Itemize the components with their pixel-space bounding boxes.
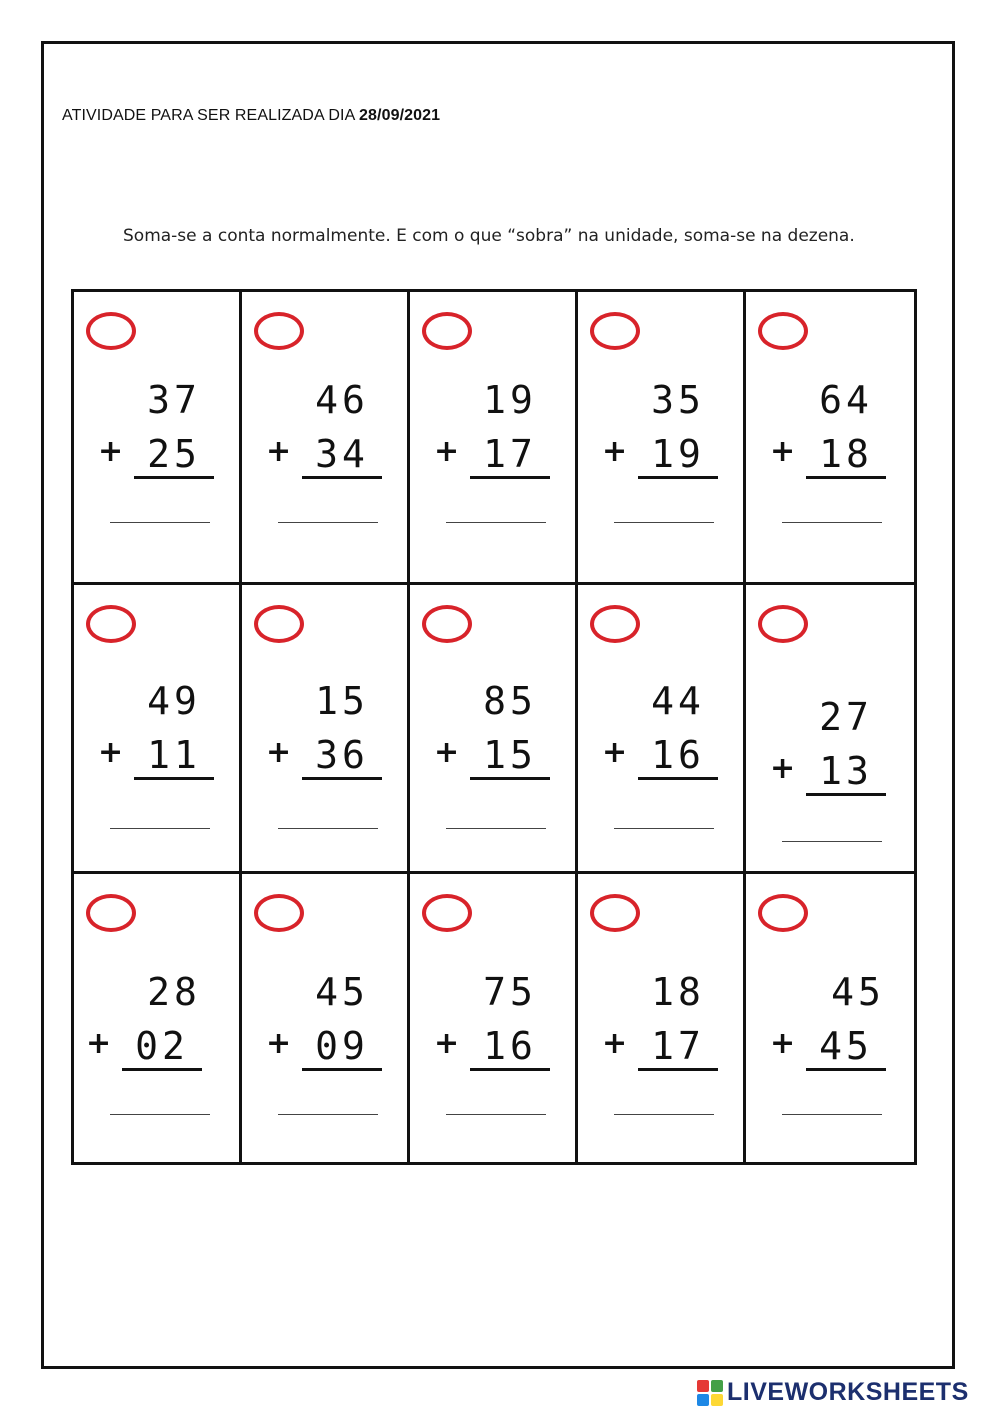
plus-sign: + <box>770 751 796 786</box>
plus-sign: + <box>266 434 292 469</box>
answer-line[interactable] <box>278 1114 378 1115</box>
plus-sign: + <box>434 1026 460 1061</box>
activity-header-label: ATIVIDADE PARA SER REALIZADA DIA <box>62 107 355 124</box>
first-addend: 44 <box>651 679 705 723</box>
second-addend: 17 <box>470 432 550 479</box>
answer-circle[interactable] <box>254 605 304 643</box>
first-addend: 35 <box>651 378 705 422</box>
second-addend: 18 <box>806 432 886 479</box>
plus-sign: + <box>266 735 292 770</box>
second-addend: 15 <box>470 733 550 780</box>
activity-header <box>62 107 440 125</box>
answer-line[interactable] <box>782 841 882 842</box>
answer-line[interactable] <box>782 1114 882 1115</box>
second-addend: 17 <box>638 1024 718 1071</box>
answer-line[interactable] <box>614 1114 714 1115</box>
answer-circle[interactable] <box>86 312 136 350</box>
answer-line[interactable] <box>110 522 210 523</box>
answer-circle[interactable] <box>422 605 472 643</box>
second-addend: 45 <box>806 1024 886 1071</box>
answer-line[interactable] <box>614 828 714 829</box>
problem-cell <box>746 292 914 585</box>
logo-square-red <box>697 1380 709 1392</box>
problem-cell <box>410 292 578 585</box>
first-addend: 45 <box>315 970 369 1014</box>
answer-circle[interactable] <box>422 894 472 932</box>
plus-sign: + <box>98 735 124 770</box>
second-addend: 09 <box>302 1024 382 1071</box>
answer-line[interactable] <box>446 522 546 523</box>
answer-circle[interactable] <box>590 894 640 932</box>
plus-sign: + <box>770 1026 796 1061</box>
second-addend: 16 <box>470 1024 550 1071</box>
logo-square-yellow <box>711 1394 723 1406</box>
problem-cell <box>242 585 410 874</box>
instruction-text: Soma-se a conta normalmente. E com o que “sobra” na unidade, soma-se na dezena. <box>123 226 855 246</box>
plus-sign: + <box>602 434 628 469</box>
answer-circle[interactable] <box>86 605 136 643</box>
first-addend: 19 <box>483 378 537 422</box>
answer-line[interactable] <box>278 828 378 829</box>
answer-line[interactable] <box>782 522 882 523</box>
second-addend: 36 <box>302 733 382 780</box>
problem-cell <box>242 874 410 1162</box>
answer-circle[interactable] <box>590 605 640 643</box>
liveworksheets-logo-icon <box>697 1380 723 1406</box>
problem-cell <box>410 585 578 874</box>
logo-square-blue <box>697 1394 709 1406</box>
first-addend: 64 <box>819 378 873 422</box>
activity-date: 28/09/2021 <box>359 107 441 124</box>
answer-line[interactable] <box>110 828 210 829</box>
first-addend: 45 <box>831 970 885 1014</box>
problem-cell <box>74 292 242 585</box>
second-addend: 02 <box>122 1024 202 1071</box>
answer-circle[interactable] <box>422 312 472 350</box>
plus-sign: + <box>434 434 460 469</box>
problem-cell <box>410 874 578 1162</box>
first-addend: 18 <box>651 970 705 1014</box>
answer-circle[interactable] <box>254 894 304 932</box>
second-addend: 13 <box>806 749 886 796</box>
first-addend: 27 <box>819 695 873 739</box>
answer-line[interactable] <box>110 1114 210 1115</box>
answer-line[interactable] <box>446 828 546 829</box>
problem-cell <box>746 874 914 1162</box>
problem-cell <box>242 292 410 585</box>
second-addend: 16 <box>638 733 718 780</box>
plus-sign: + <box>602 1026 628 1061</box>
plus-sign: + <box>770 434 796 469</box>
problem-grid <box>71 289 917 1165</box>
plus-sign: + <box>98 434 124 469</box>
answer-circle[interactable] <box>590 312 640 350</box>
answer-line[interactable] <box>278 522 378 523</box>
watermark-text: LIVEWORKSHEETS <box>727 1378 969 1406</box>
problem-cell <box>578 292 746 585</box>
problem-cell <box>74 585 242 874</box>
second-addend: 34 <box>302 432 382 479</box>
answer-circle[interactable] <box>254 312 304 350</box>
first-addend: 49 <box>147 679 201 723</box>
first-addend: 15 <box>315 679 369 723</box>
plus-sign: + <box>86 1026 112 1061</box>
answer-line[interactable] <box>614 522 714 523</box>
answer-circle[interactable] <box>758 894 808 932</box>
plus-sign: + <box>434 735 460 770</box>
logo-square-green <box>711 1380 723 1392</box>
plus-sign: + <box>602 735 628 770</box>
answer-line[interactable] <box>446 1114 546 1115</box>
second-addend: 19 <box>638 432 718 479</box>
problem-cell <box>578 585 746 874</box>
first-addend: 46 <box>315 378 369 422</box>
problem-cell <box>746 585 914 874</box>
second-addend: 11 <box>134 733 214 780</box>
answer-circle[interactable] <box>758 605 808 643</box>
first-addend: 75 <box>483 970 537 1014</box>
liveworksheets-watermark <box>697 1378 969 1407</box>
first-addend: 28 <box>147 970 201 1014</box>
first-addend: 85 <box>483 679 537 723</box>
plus-sign: + <box>266 1026 292 1061</box>
first-addend: 37 <box>147 378 201 422</box>
answer-circle[interactable] <box>758 312 808 350</box>
problem-cell <box>578 874 746 1162</box>
answer-circle[interactable] <box>86 894 136 932</box>
second-addend: 25 <box>134 432 214 479</box>
problem-cell <box>74 874 242 1162</box>
